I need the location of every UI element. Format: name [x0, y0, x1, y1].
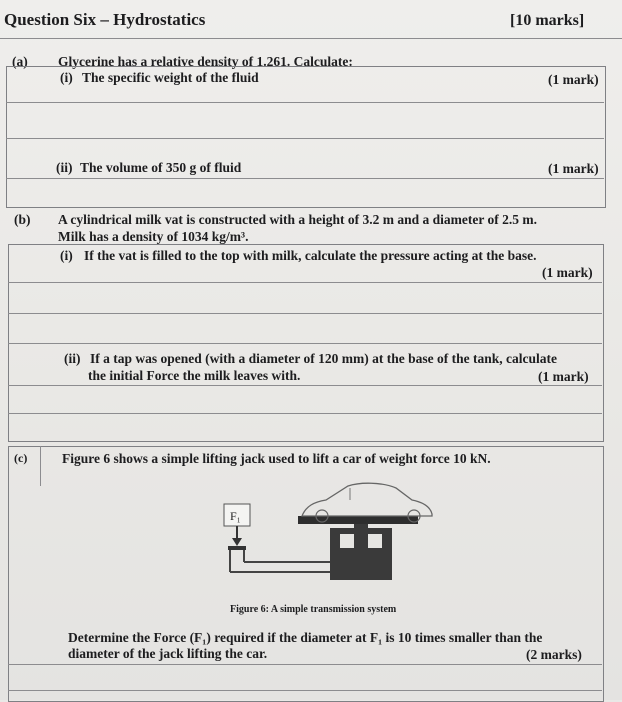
- f1-label: F₁: [230, 509, 241, 523]
- part-a-i-label: (i): [60, 70, 73, 85]
- part-b-stem-line1: A cylindrical milk vat is constructed with a height of 3.2 m and a diameter of 2.5 m.: [58, 212, 537, 227]
- part-b-i-marks: (1 mark): [542, 265, 593, 280]
- part-a-stem: Glycerine has a relative density of 1.261. Calculate:: [58, 54, 353, 69]
- part-a-i-marks: (1 mark): [548, 72, 599, 87]
- part-b-i-text: If the vat is filled to the top with milk, calculate the pressure acting at the base.: [84, 248, 537, 263]
- label-column-divider: [40, 446, 41, 486]
- part-a-ii-marks: (1 mark): [548, 161, 599, 176]
- total-marks: [10 marks]: [510, 12, 585, 29]
- answer-line: [8, 282, 602, 283]
- figure-caption: Figure 6: A simple transmission system: [230, 604, 397, 615]
- car-outline: [302, 483, 432, 516]
- answer-line: [6, 138, 604, 139]
- answer-line: [8, 690, 602, 691]
- answer-line: [8, 343, 602, 344]
- answer-line: [8, 313, 602, 314]
- part-b-label: (b): [14, 212, 31, 227]
- part-a-answer-box: [6, 66, 606, 208]
- figure-6-lifting-jack: [210, 480, 440, 605]
- part-a-label: (a): [12, 54, 28, 69]
- header-divider: [0, 38, 622, 39]
- answer-line: [8, 413, 602, 414]
- part-a-i-text: The specific weight of the fluid: [82, 70, 259, 85]
- part-c-question-line2: diameter of the jack lifting the car.: [68, 646, 268, 661]
- question-title: Question Six – Hydrostatics: [4, 10, 206, 29]
- part-c-marks: (2 marks): [526, 647, 582, 662]
- part-b-ii-text-line1: If a tap was opened (with a diameter of 120 mm) at the base of the tank, calculate: [90, 351, 557, 366]
- answer-line: [6, 178, 604, 179]
- part-c-label: (c): [14, 451, 28, 465]
- piston-rod: [354, 524, 368, 552]
- force-arrow-head: [232, 538, 242, 546]
- part-c-question-line1: Determine the Force (F₁) required if the diameter at F₁ is 10 times smaller than the: [68, 630, 543, 645]
- small-piston: [228, 546, 246, 550]
- part-b-ii-marks: (1 mark): [538, 369, 589, 384]
- part-b-i-label: (i): [60, 248, 73, 263]
- part-a-ii-text: The volume of 350 g of fluid: [80, 160, 242, 175]
- part-a-ii-label: (ii): [56, 160, 73, 175]
- part-b-stem-line2: Milk has a density of 1034 kg/m³.: [58, 229, 249, 244]
- answer-line: [8, 385, 602, 386]
- answer-line: [6, 102, 604, 103]
- part-b-ii-text-line2: the initial Force the milk leaves with.: [88, 368, 301, 383]
- part-b-ii-label: (ii): [64, 351, 81, 366]
- part-c-stem: Figure 6 shows a simple lifting jack used to lift a car of weight force 10 kN.: [62, 451, 491, 466]
- answer-line: [8, 664, 602, 665]
